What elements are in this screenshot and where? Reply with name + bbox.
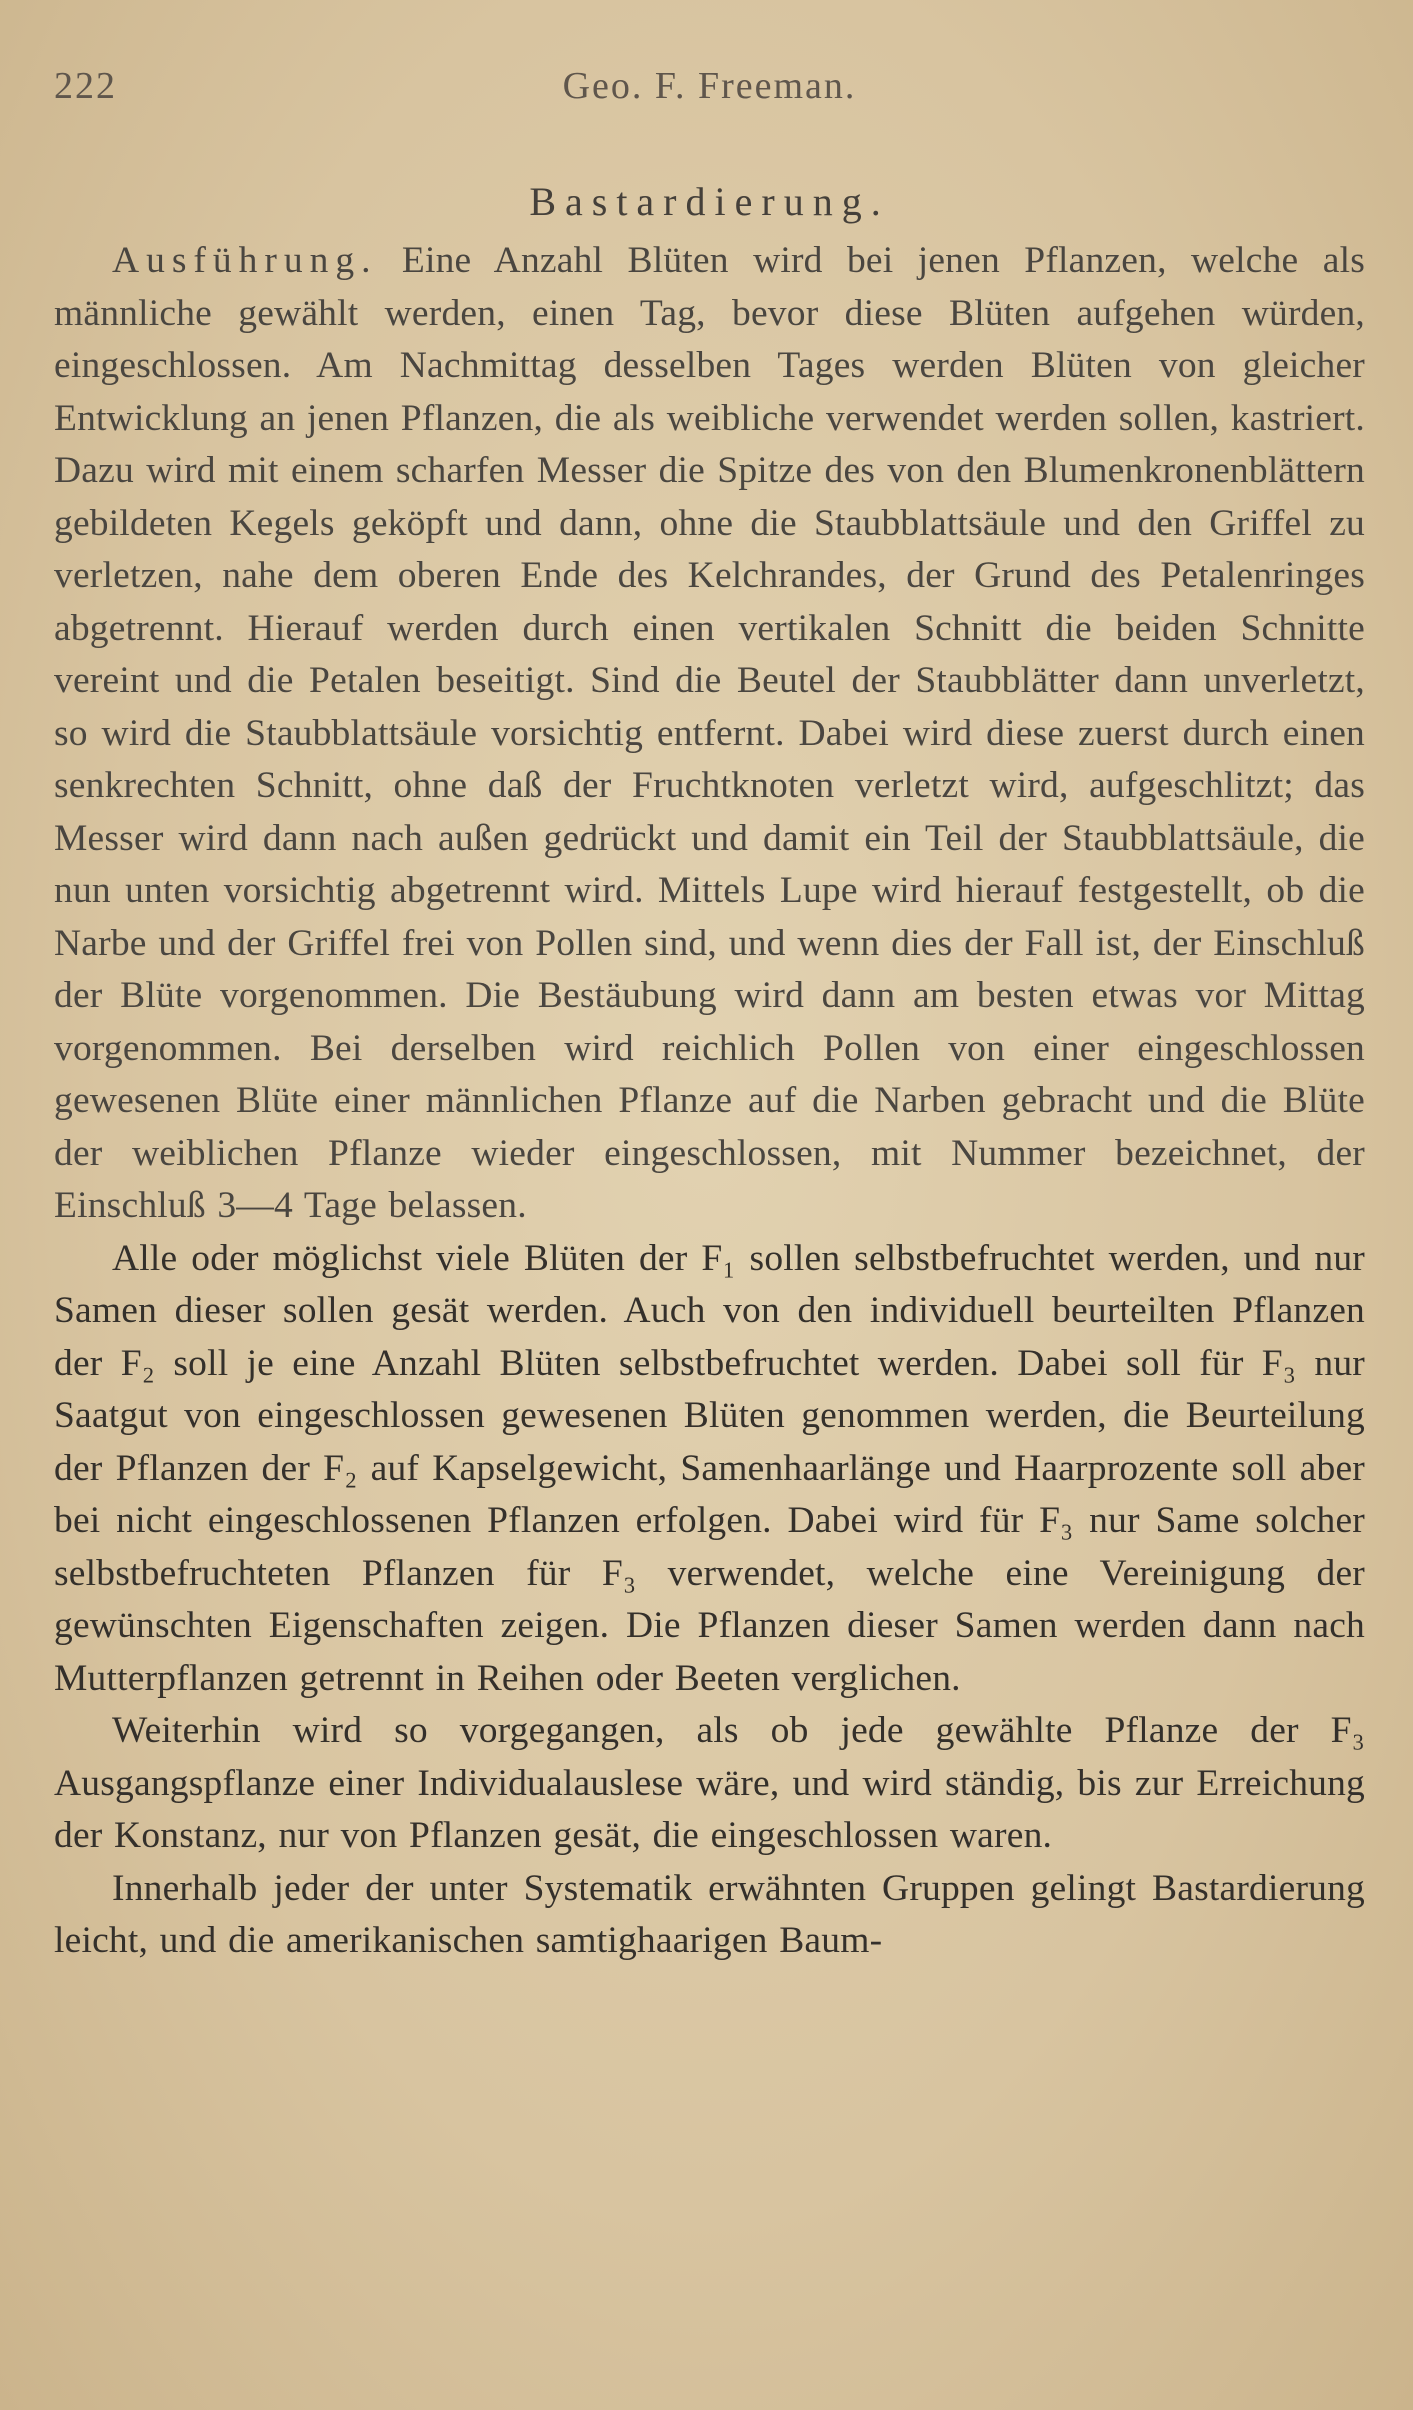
paragraph-text: Eine Anzahl Blüten wird bei jenen Pflanzen, welche als männliche gewählt werden, einen Tag, bevor diese Blüten aufgehen würden, eingeschlossen. Am Nachmittag desselben Tages werden Blüten von gleicher Entwicklung an jenen Pflanzen, die als weibliche verwendet werden sollen, kastriert. Dazu wird mit einem scharfen Messer die Spitze des von den Blumenkronenblättern gebildeten Kegels geköpft und dann, ohne die Staubblattsäule und den Griffel zu verletzen, nahe dem oberen Ende des Kelchrandes, der Grund des Petalenringes abgetrennt. Hierauf werden durch einen vertikalen Schnitt die beiden Schnitte vereint und die Petalen beseitigt. Sind die Beutel der Staubblätter dann unverletzt, so wird die Staubblattsäule vorsichtig entfernt. Dabei wird diese zuerst durch einen senkrechten Schnitt, ohne daß der Fruchtknoten verletzt wird, aufgeschlitzt; das Messer wird dann nach außen gedrückt und damit ein Teil der Staubblattsäule, die nun unten vorsichtig abgetrennt wird. Mittels Lupe wird hierauf festgestellt, ob die Narbe und der Griffel frei von Pollen sind, und wenn dies der Fall ist, der Einschluß der Blüte vorgenommen. Die Bestäubung wird dann am besten etwas vor Mittag vorgenommen. Bei derselben wird reichlich Pollen von einer eingeschlossen gewesenen Blüte einer männlichen Pflanze auf die Narben gebracht und die Blüte der weiblichen Pflanze wieder eingeschlossen, mit Nummer bezeichnet, der Einschluß 3—4 Tage belassen.: [54, 240, 1365, 1226]
paragraph-weiterhin: [54, 1705, 1365, 1863]
page-number: 222: [54, 65, 117, 107]
paragraph-lead: Ausführung.: [112, 240, 378, 281]
paragraph-ausfuehrung: [54, 235, 1365, 1233]
paragraph-text: Innerhalb jeder der unter Systematik erwähnten Gruppen gelingt Bastardierung leicht, und die amerikanischen samtighaarigen Baum-: [54, 1867, 1365, 1961]
paragraph-text: Weiterhin wird so vorgegangen, als ob jede gewählte Pflanze der F₃ Ausgangspflanze einer Individualauslese wäre, und wird ständig, bis zur Erreichung der Konstanz, nur von Pflanzen gesät, die eingeschlossen waren.: [54, 1710, 1365, 1856]
section-title: Bastardierung.: [529, 179, 890, 224]
paragraph-text: Alle oder möglichst viele Blüten der F₁ sollen selbstbefruchtet werden, und nur Samen dieser sollen gesät werden. Auch von den individuell beurteilten Pflanzen der F₂ soll je eine Anzahl Blüten selbstbefruchtet werden. Dabei soll für F₃ nur Saatgut von eingeschlossen gewesenen Blüten genommen werden, die Beurteilung der Pflanzen der F₂ auf Kapselgewicht, Samenhaarlänge und Haarprozente soll aber bei nicht eingeschlossenen Pflanzen erfolgen. Dabei wird für F₃ nur Same solcher selbstbefruchteten Pflanzen für F₃ verwendet, welche eine Vereinigung der gewünschten Eigenschaften zeigen. Die Pflanzen dieser Samen werden dann nach Mutterpflanzen getrennt in Reihen oder Beeten verglichen.: [54, 1237, 1365, 1699]
running-title: Geo. F. Freeman.: [562, 65, 857, 107]
paragraph-innerhalb: [54, 1863, 1365, 1968]
running-head: [54, 64, 1365, 114]
paragraph-selbstbefruchtung: [54, 1233, 1365, 1706]
